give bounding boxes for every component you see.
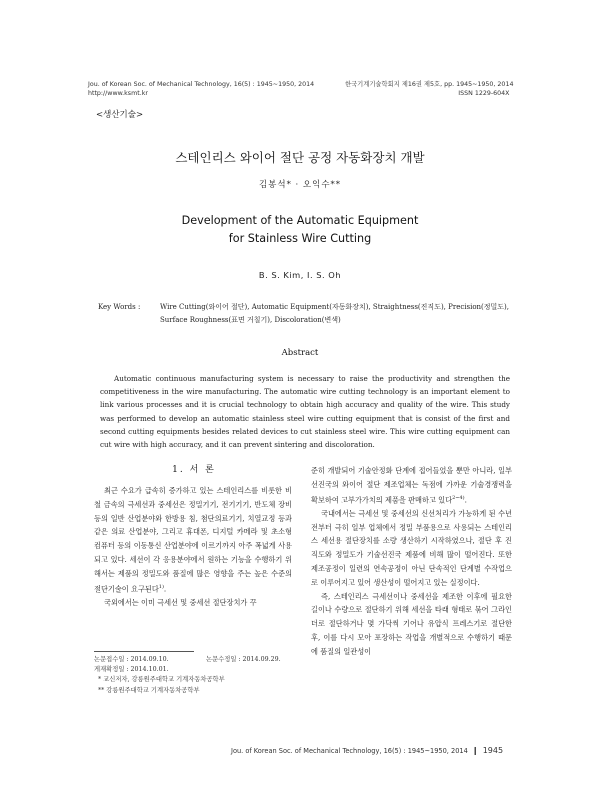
paragraph-text: 준히 개발되어 기술안정화 단계에 접어들었을 뿐만 아니라, 일부 선진국의 와이어 절단 제조업체는 독점에 가까운 기술경쟁력을 확보하여 고부가가치의 제품을 판매하고 있다 (311, 466, 512, 504)
page-number: 1945 (482, 746, 504, 755)
keywords (98, 301, 518, 327)
citation-ref: 2~4) (452, 494, 465, 501)
keywords-text: Wire Cutting(와이어 절단), Automatic Equipment(자동화장치), Straightness(진직도), Precision(정밀도), Surface Roughness(표면 거칠기), Discoloration(변색) (160, 303, 510, 324)
abstract-text: Automatic continuous manufacturing system is necessary to raise the productivity and strengthen the competitiveness in the wire manufacturing. The automatic wire cutting technology is an important element to link various processes and it is crucial technology to obtain high accuracy and quality of the wire. This study was performed to develop an automatic stainless steel wire cutting equipment that is consist of the first and second cutting equipments besides related devices to cut stainless steel wire. This wire cutting equipment can cut wire with high accuracy, and it can prevent sintering and discoloration. (100, 374, 510, 450)
paragraph (94, 484, 292, 596)
paragraph (311, 464, 512, 507)
footer-citation: Jou. of Korean Soc. of Mechanical Technology, 16(5) : 1945~1950, 2014 (231, 747, 468, 755)
journal-header-left (88, 80, 314, 98)
abstract-heading: Abstract (281, 348, 319, 358)
footnote-divider (94, 651, 194, 652)
journal-url[interactable]: http://www.ksmt.kr (88, 90, 148, 97)
journal-header-right (345, 80, 513, 98)
footnotes (94, 655, 304, 696)
accepted-date: 게재확정일 : 2014.10.01. (94, 666, 169, 674)
footnote-affiliation: ** 강릉원주대학교 기계자동차공학부 (98, 686, 200, 694)
section-tag: <생산기술> (96, 110, 144, 120)
title-english-line1: Development of the Automatic Equipment (181, 214, 419, 227)
footer-separator: ❙ (471, 746, 479, 755)
page-footer (231, 746, 503, 755)
keywords-label: Key Words : (98, 303, 141, 311)
received-date: 논문접수일 : 2014.09.10. (94, 656, 169, 663)
journal-citation-ko: 한국기계기술학회지 제16권 제5호, pp. 1945~1950, 2014 (345, 81, 514, 88)
paragraph-end: . (464, 494, 467, 504)
citation-ref: 1) (158, 583, 164, 590)
footnote-corresponding: * 교신저자, 강릉원주대학교 기계자동차공학부 (98, 676, 225, 684)
body-column-left (94, 484, 292, 610)
title-korean: 스테인리스 와이어 절단 공정 자동화장치 개발 (175, 150, 425, 165)
journal-issn: ISSN 1229-604X (458, 90, 510, 97)
paragraph: 즉, 스테인리스 극세선이나 중세선을 제조한 이후에 필요한 길이나 수량으로 절단하기 위해 세선을 타래 형태로 묶어 그라인더로 절단하거나 몇 가닥씩 기어나 유압식 프레스기로 절단한 후, 이를 다시 모아 포장하는 작업을 개별적으로 수행하기 때문에 품질의 일관성이 (311, 591, 512, 656)
title-english (0, 212, 600, 248)
body-column-right (311, 464, 512, 659)
journal-citation: Jou. of Korean Soc. of Mechanical Technology, 16(5) : 1945~1950, 2014 (88, 81, 315, 88)
authors-korean: 김봉석* · 오익수** (258, 180, 342, 190)
paragraph-end: . (163, 583, 167, 593)
footnote-dates (94, 655, 304, 665)
paragraph-text: 최근 수요가 급속히 증가하고 있는 스테인리스를 비롯한 비철 금속의 극세선과 중세선은 정밀기기, 전기기기, 반도체 장비 등의 일반 산업분야와 한방용 침, 첨단의료기기, 치열교정 등과 같은 의료 산업분야, 그리고 휴대폰, 디지털 카메라 및 초소형 컴퓨터 등의 이동통신 산업분야에 이르기까지 아주 폭넓게 사용되고 있다. 세선이 각 응용분야에서 원하는 기능을 수행하기 위해서는 제품의 정밀도와 품질에 많은 영향을 주는 높은 수준의 절단기술이 요구된다 (94, 486, 292, 593)
paragraph: 국내에서는 극세선 및 중세선의 신선처리가 가능하게 된 수년전부터 극히 일부 업체에서 정밀 부품용으로 사용되는 스테인리스 세선용 절단장치를 소량 생산하기 시작하였으나, 절단 후 진직도와 정밀도가 기술선진국 제품에 비해 많이 떨어진다. 또한 제조공정이 일련의 연속공정이 아닌 단속적인 단계별 수작업으로 이루어지고 있어 생산성이 떨어지고 있는 실정이다. (311, 508, 512, 587)
authors-english: B. S. Kim, I. S. Oh (258, 270, 342, 280)
paragraph: 국외에서는 이미 극세선 및 중세선 절단장치가 꾸 (104, 597, 257, 607)
title-english-line2: for Stainless Wire Cutting (228, 232, 372, 245)
section-heading-introduction: 1. 서 론 (172, 465, 216, 475)
revised-date: 논문수정일 : 2014.09.29. (206, 656, 281, 663)
